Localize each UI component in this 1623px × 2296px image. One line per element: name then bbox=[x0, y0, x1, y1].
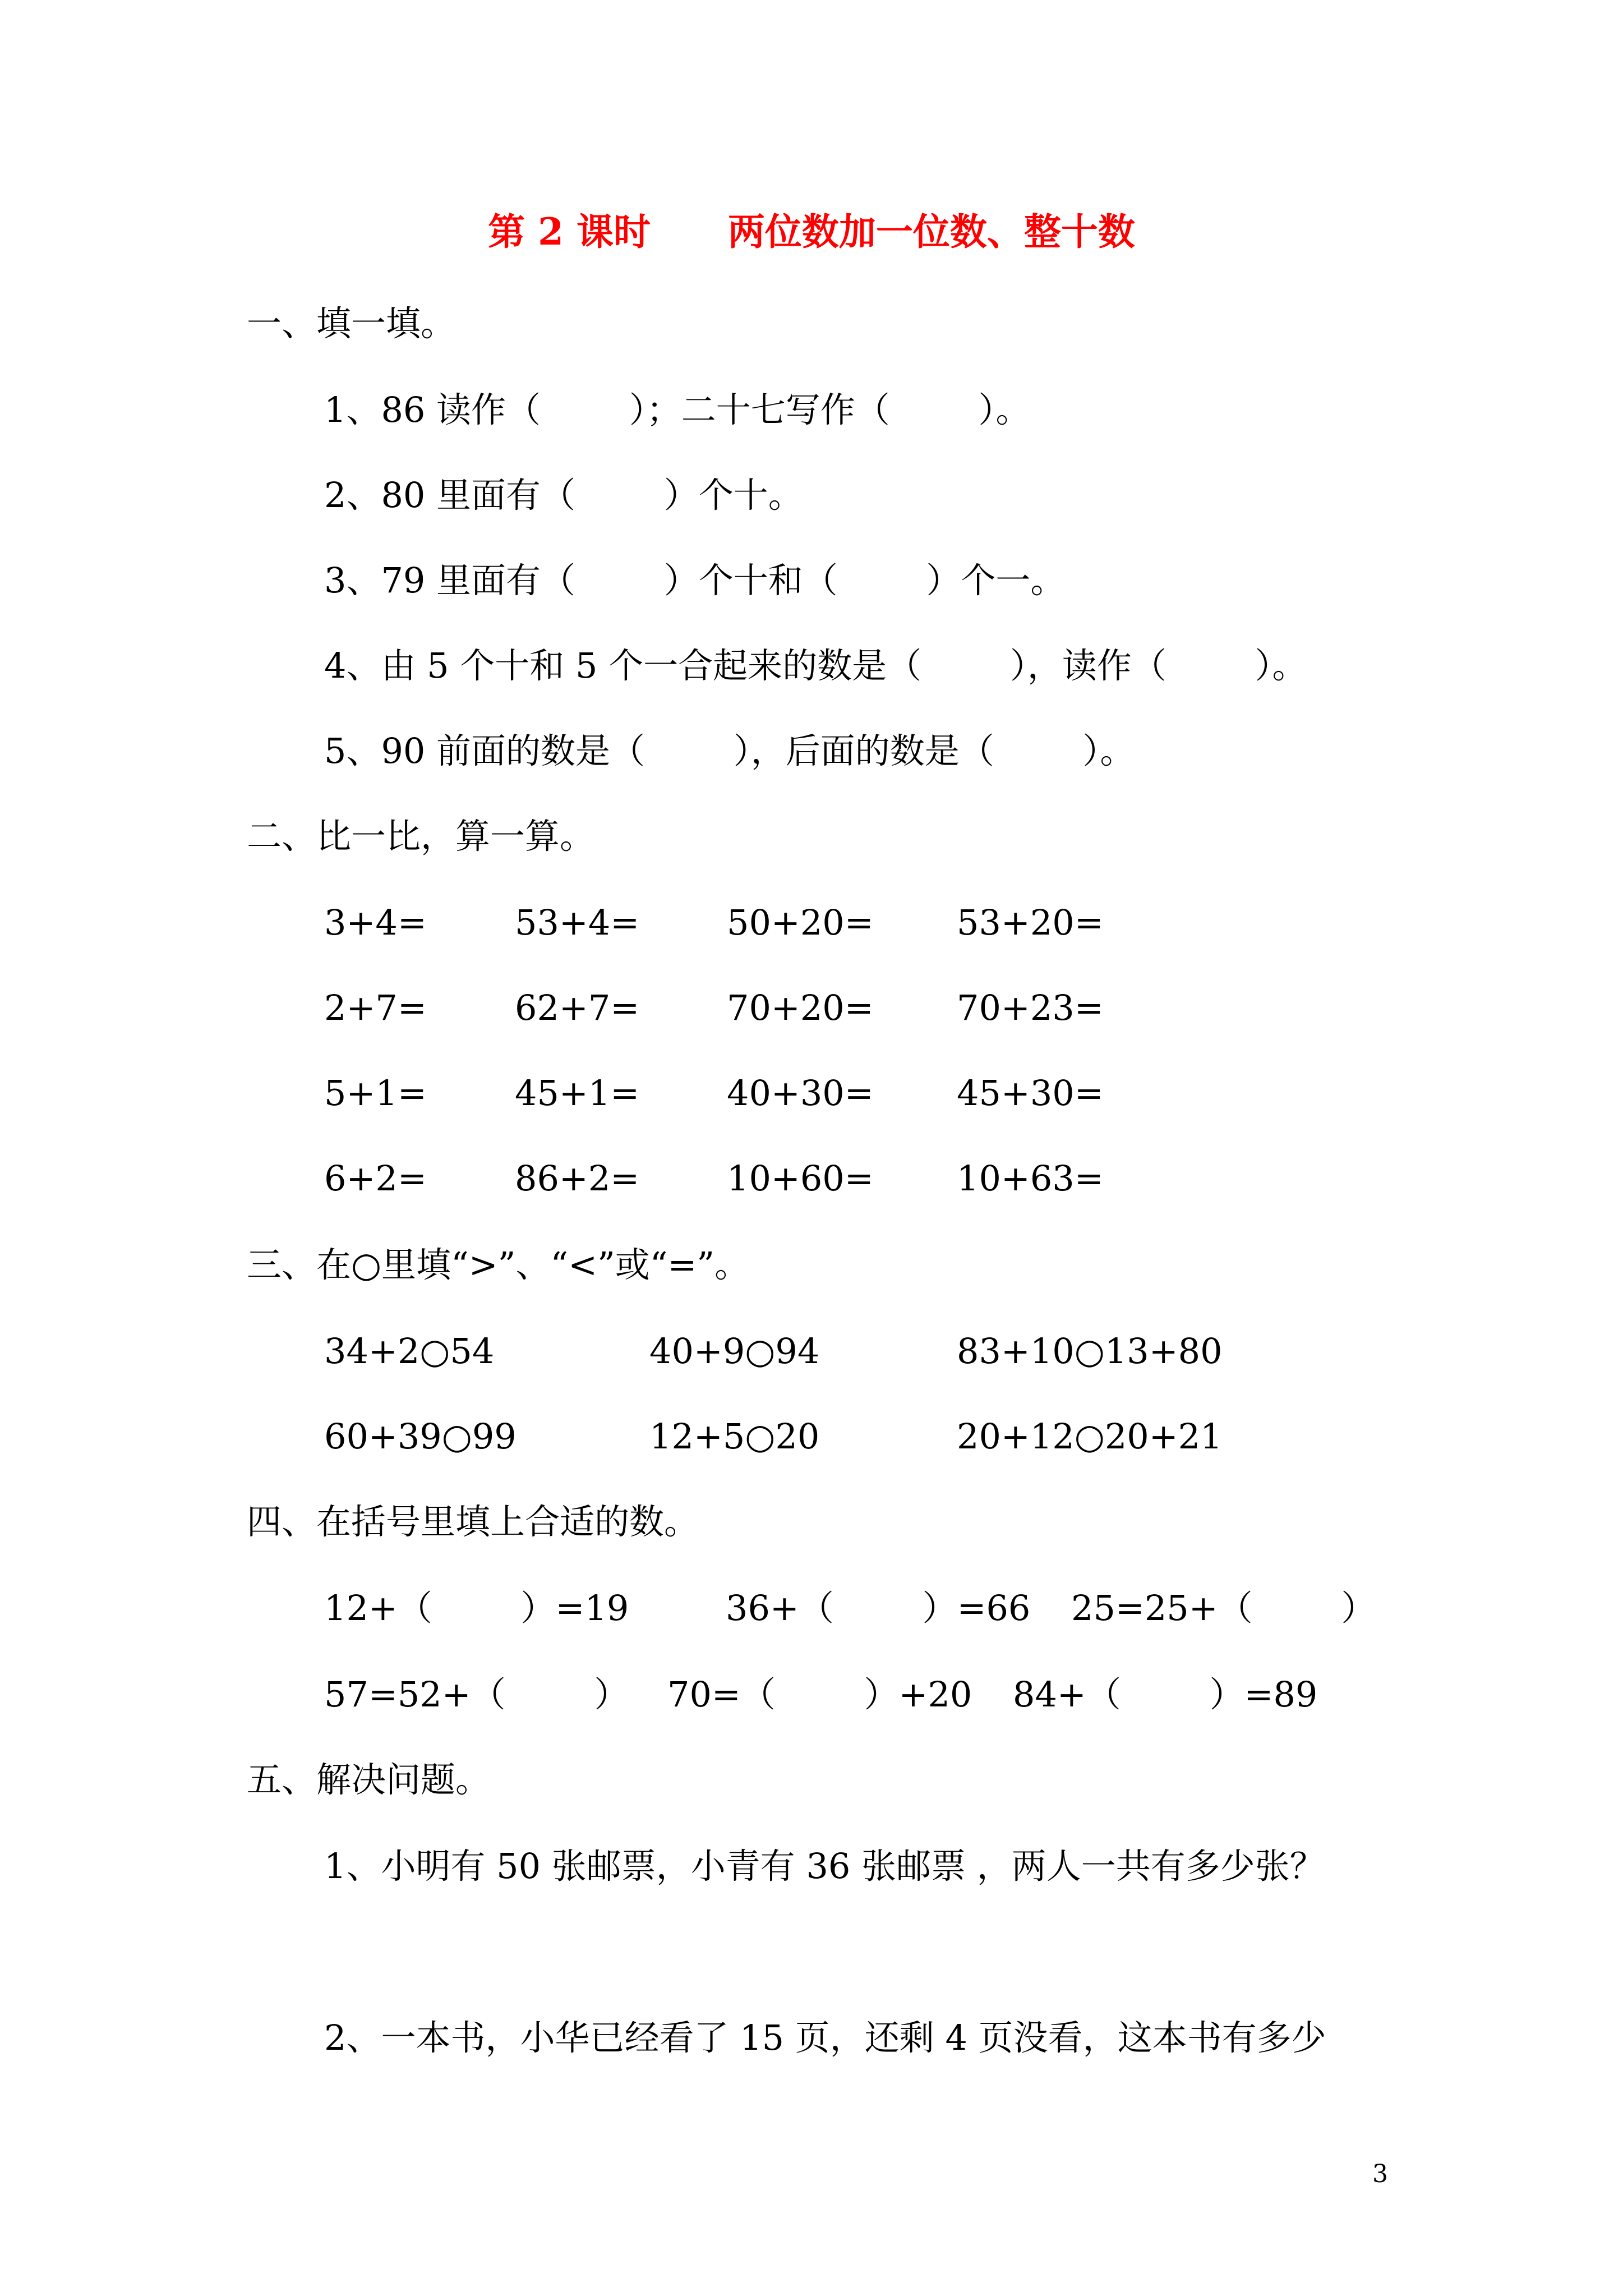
equation-cell: 10+63= bbox=[957, 1158, 1104, 1199]
bracket-equation-cell: 12+（ ）=19 bbox=[324, 1588, 629, 1628]
equation-cell: 53+4= bbox=[515, 902, 640, 943]
section-heading-fill-in: 一、填一填。 bbox=[247, 303, 456, 344]
section-heading-compare-calc: 二、比一比，算一算。 bbox=[247, 816, 595, 857]
bracket-equation-cell: 57=52+（ ） bbox=[324, 1674, 629, 1715]
equation-cell: 45+30= bbox=[957, 1073, 1104, 1114]
comparison-cell: 60+39○99 bbox=[324, 1416, 517, 1457]
equation-cell: 86+2= bbox=[515, 1158, 640, 1199]
equation-cell: 53+20= bbox=[957, 902, 1104, 943]
equation-cell: 6+2= bbox=[324, 1158, 427, 1199]
question-1-5: 5、90 前面的数是（ ），后面的数是（ ）。 bbox=[324, 730, 1135, 771]
equation-cell: 70+23= bbox=[957, 987, 1104, 1028]
equation-cell: 10+60= bbox=[727, 1158, 874, 1199]
word-problem-1: 1、小明有 50 张邮票，小青有 36 张邮票 ，两人一共有多少张？ bbox=[324, 1846, 1325, 1887]
page-title: 第 2 课时 两位数加一位数、整十数 bbox=[488, 210, 1135, 254]
word-problem-2: 2、一本书，小华已经看了 15 页，还剩 4 页没看，这本书有多少 bbox=[324, 2017, 1326, 2058]
section-heading-word-problems: 五、解决问题。 bbox=[247, 1759, 491, 1800]
page-number: 3 bbox=[1372, 2160, 1388, 2188]
comparison-cell: 12+5○20 bbox=[649, 1416, 820, 1457]
equation-cell: 5+1= bbox=[324, 1073, 427, 1114]
equation-cell: 2+7= bbox=[324, 987, 427, 1028]
equation-cell: 45+1= bbox=[515, 1073, 640, 1114]
bracket-equation-cell: 36+（ ）=66 bbox=[726, 1588, 1031, 1628]
question-1-3: 3、79 里面有（ ）个十和（ ）个一。 bbox=[324, 560, 1066, 601]
bracket-equation-cell: 25=25+（ ） bbox=[1071, 1588, 1376, 1628]
question-1-2: 2、80 里面有（ ）个十。 bbox=[324, 475, 803, 516]
comparison-cell: 34+2○54 bbox=[324, 1331, 495, 1372]
equation-cell: 50+20= bbox=[727, 902, 874, 943]
section-heading-compare-symbols: 三、在○里填“>”、“<”或“=”。 bbox=[247, 1244, 750, 1285]
comparison-cell: 40+9○94 bbox=[649, 1331, 820, 1372]
comparison-cell: 83+10○13+80 bbox=[957, 1331, 1223, 1372]
question-1-4: 4、由 5 个十和 5 个一合起来的数是（ ），读作（ ）。 bbox=[324, 645, 1307, 686]
comparison-cell: 20+12○20+21 bbox=[957, 1416, 1223, 1457]
bracket-equation-cell: 84+（ ）=89 bbox=[1013, 1674, 1318, 1715]
equation-cell: 40+30= bbox=[727, 1073, 874, 1114]
equation-cell: 62+7= bbox=[515, 987, 640, 1028]
question-1-1: 1、86 读作（ ）；二十七写作（ ）。 bbox=[324, 389, 1031, 430]
equation-cell: 3+4= bbox=[324, 902, 427, 943]
bracket-equation-cell: 70=（ ）+20 bbox=[667, 1674, 972, 1715]
equation-cell: 70+20= bbox=[727, 987, 874, 1028]
section-heading-fill-brackets: 四、在括号里填上合适的数。 bbox=[247, 1501, 699, 1542]
